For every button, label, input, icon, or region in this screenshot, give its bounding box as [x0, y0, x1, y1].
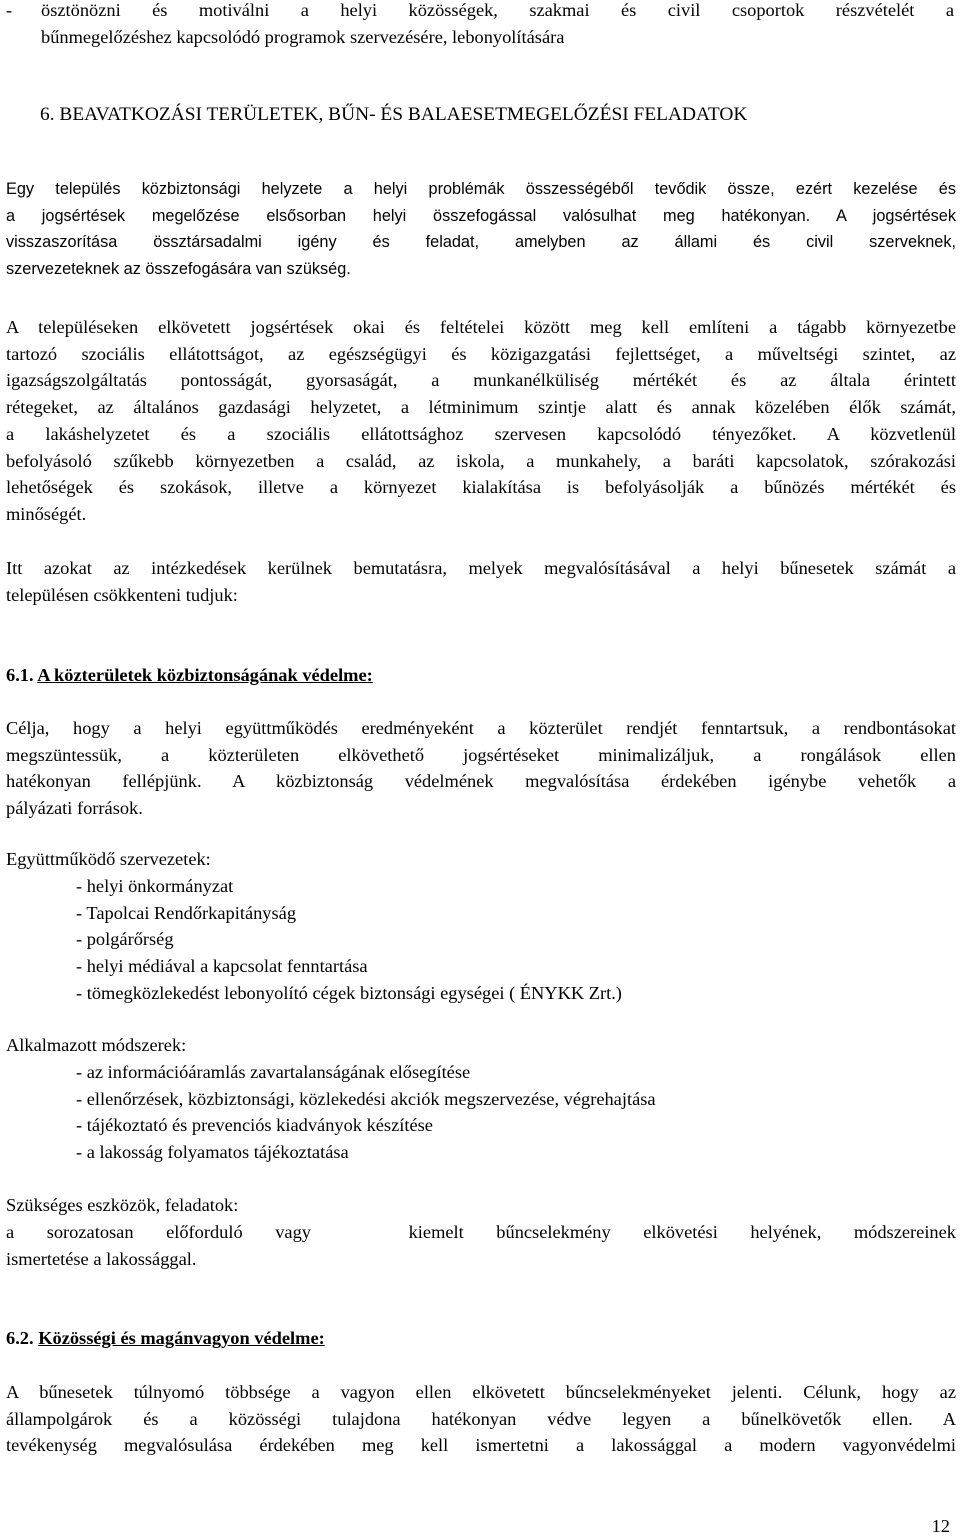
chapter-paragraph-1-line-4: szervezeteknek az összefogására van szükség. [6, 260, 351, 279]
section-6-1-paragraph-line-3: hatékonyan fellépjünk. A közbiztonság védelmének megvalósítása érdekében igénybe vehetők a [6, 771, 956, 792]
section-heading-6-2 [6, 1325, 325, 1352]
tools-label: Szükséges eszközök, feladatok: [6, 1195, 239, 1215]
tools-text-line-1: a sorozatosan előforduló vagy kiemelt bűncselekmény elkövetési helyének, módszereinek [6, 1222, 956, 1242]
section-6-1-paragraph-line-2: megszüntessük, a közterületen elkövethető jogsértéseket minimalizáljuk, a rongálások ellen [6, 744, 956, 765]
list-item: - helyi önkormányzat [76, 876, 234, 896]
chapter-paragraph-2-line-8: minőségét. [6, 503, 87, 524]
partners-label: Együttműködő szervezetek: [6, 849, 211, 869]
chapter-paragraph-3 [6, 555, 956, 608]
list-item: - a lakosság folyamatos tájékoztatása [76, 1142, 349, 1163]
list-item: - polgárőrség [76, 929, 174, 950]
intro-bullet-line-1: ösztönözni és motiválni a helyi közösségek, szakmai és civil csoportok részvételét a [41, 0, 954, 20]
section-number-6-2: 6.2. [6, 1328, 34, 1348]
section-heading-6-1 [6, 662, 373, 689]
chapter-paragraph-3-line-2: településen csökkenteni tudjuk: [6, 584, 238, 605]
chapter-paragraph-3-line-1: Itt azokat az intézkedések kerülnek bemutatásra, melyek megvalósításával a helyi bűnesetek számát a [6, 558, 956, 578]
intro-bullet-dash: - [6, 0, 13, 20]
section-title-6-2: Közösségi és magánvagyon védelme: [38, 1328, 325, 1348]
section-6-2-paragraph-line-2: állampolgárok és a közösségi tulajdona hatékonyan védve legyen a bűnelkövetők ellen. A [6, 1408, 956, 1429]
section-6-2-paragraph-line-3: tevékenység megvalósulása érdekében meg kell ismertetni a lakossággal a modern vagyonvédelmi [6, 1435, 956, 1456]
chapter-paragraph-1-line-3: visszaszorítása össztársadalmi igény és feladat, amelyben az állami és civil szerveknek, [6, 233, 956, 252]
chapter-paragraph-1 [6, 176, 956, 283]
list-item: - Tapolcai Rendőrkapitányság [76, 902, 297, 923]
chapter-paragraph-1-line-2: a jogsértések megelőzése elsősorban helyi összefogással valósulhat meg hatékonyan. A jogsértések [6, 206, 956, 225]
chapter-paragraph-1-line-1: Egy település közbiztonsági helyzete a helyi problémák összességéből tevődik össze, ezért kezelése és [6, 180, 956, 198]
chapter-paragraph-2-line-6: befolyásoló szűkebb környezetben a család, az iskola, a munkahely, a baráti kapcsolatok, szórakozási [6, 450, 956, 471]
list-item: - tömegközlekedést lebonyolító cégek biztonsági egységei ( ÉNYKK Zrt.) [76, 982, 622, 1003]
tools-text-line-2: ismertetése a lakossággal. [6, 1248, 197, 1269]
section-number-6-1: 6.1. [6, 665, 34, 685]
chapter-paragraph-2-line-5: a lakáshelyzetet és a szociális ellátottsághoz szervesen kapcsolódó tényezőket. A közvetlenül [6, 423, 956, 444]
chapter-paragraph-2-line-2: tartozó szociális ellátottságot, az egészségügyi és közigazgatási fejlettséget, a műveltségi szintet, az [6, 343, 956, 364]
section-6-2-paragraph [6, 1379, 956, 1459]
page-number: 12 [931, 1516, 950, 1536]
list-item: - ellenőrzések, közbiztonsági, közlekedési akciók megszervezése, végrehajtása [76, 1088, 656, 1109]
methods-label: Alkalmazott módszerek: [6, 1035, 187, 1055]
chapter-heading: 6. BEAVATKOZÁSI TERÜLETEK, BŰN- ÉS BALAESETMEGELŐZÉSI FELADATOK [40, 104, 748, 125]
chapter-paragraph-2-line-7: lehetőségek és szokások, illetve a környezet kialakítása is befolyásolják a bűnözés mértékét és [6, 477, 956, 498]
chapter-paragraph-2-line-1: A településeken elkövetett jogsértések okai és feltételei között meg kell említeni a tágabb környezetbe [6, 317, 956, 337]
list-item: - helyi médiával a kapcsolat fenntartása [76, 956, 368, 977]
section-6-1-paragraph [6, 715, 956, 822]
chapter-paragraph-2 [6, 314, 956, 528]
chapter-paragraph-2-line-4: rétegeket, az általános gazdasági helyzetet, a létminimum szintje alatt és annak közelében élők számát, [6, 397, 956, 418]
intro-bullet-line-2: bűnmegelőzéshez kapcsolódó programok szervezésére, lebonyolítására [41, 26, 565, 47]
chapter-paragraph-2-line-3: igazságszolgáltatás pontosságát, gyorsaságát, a munkanélküliség mértékét és az általa érintett [6, 370, 956, 391]
intro-bullet [41, 0, 954, 50]
list-item: - az információáramlás zavartalanságának elősegítése [76, 1062, 471, 1082]
tools-text [6, 1219, 956, 1272]
methods-list [76, 1059, 656, 1166]
section-6-1-paragraph-line-4: pályázati források. [6, 798, 143, 819]
section-title-6-1: A közterületek közbiztonságának védelme: [37, 665, 373, 685]
section-6-1-paragraph-line-1: Célja, hogy a helyi együttműködés eredményeként a közterület rendjét fenntartsuk, a rendbontásokat [6, 718, 956, 738]
partners-list [76, 873, 622, 1007]
section-6-2-paragraph-line-1: A bűnesetek túlnyomó többsége a vagyon ellen elkövetett bűncselekményeket jelenti. Célunk, hogy az [6, 1382, 956, 1402]
list-item: - tájékoztató és prevenciós kiadványok készítése [76, 1115, 433, 1136]
